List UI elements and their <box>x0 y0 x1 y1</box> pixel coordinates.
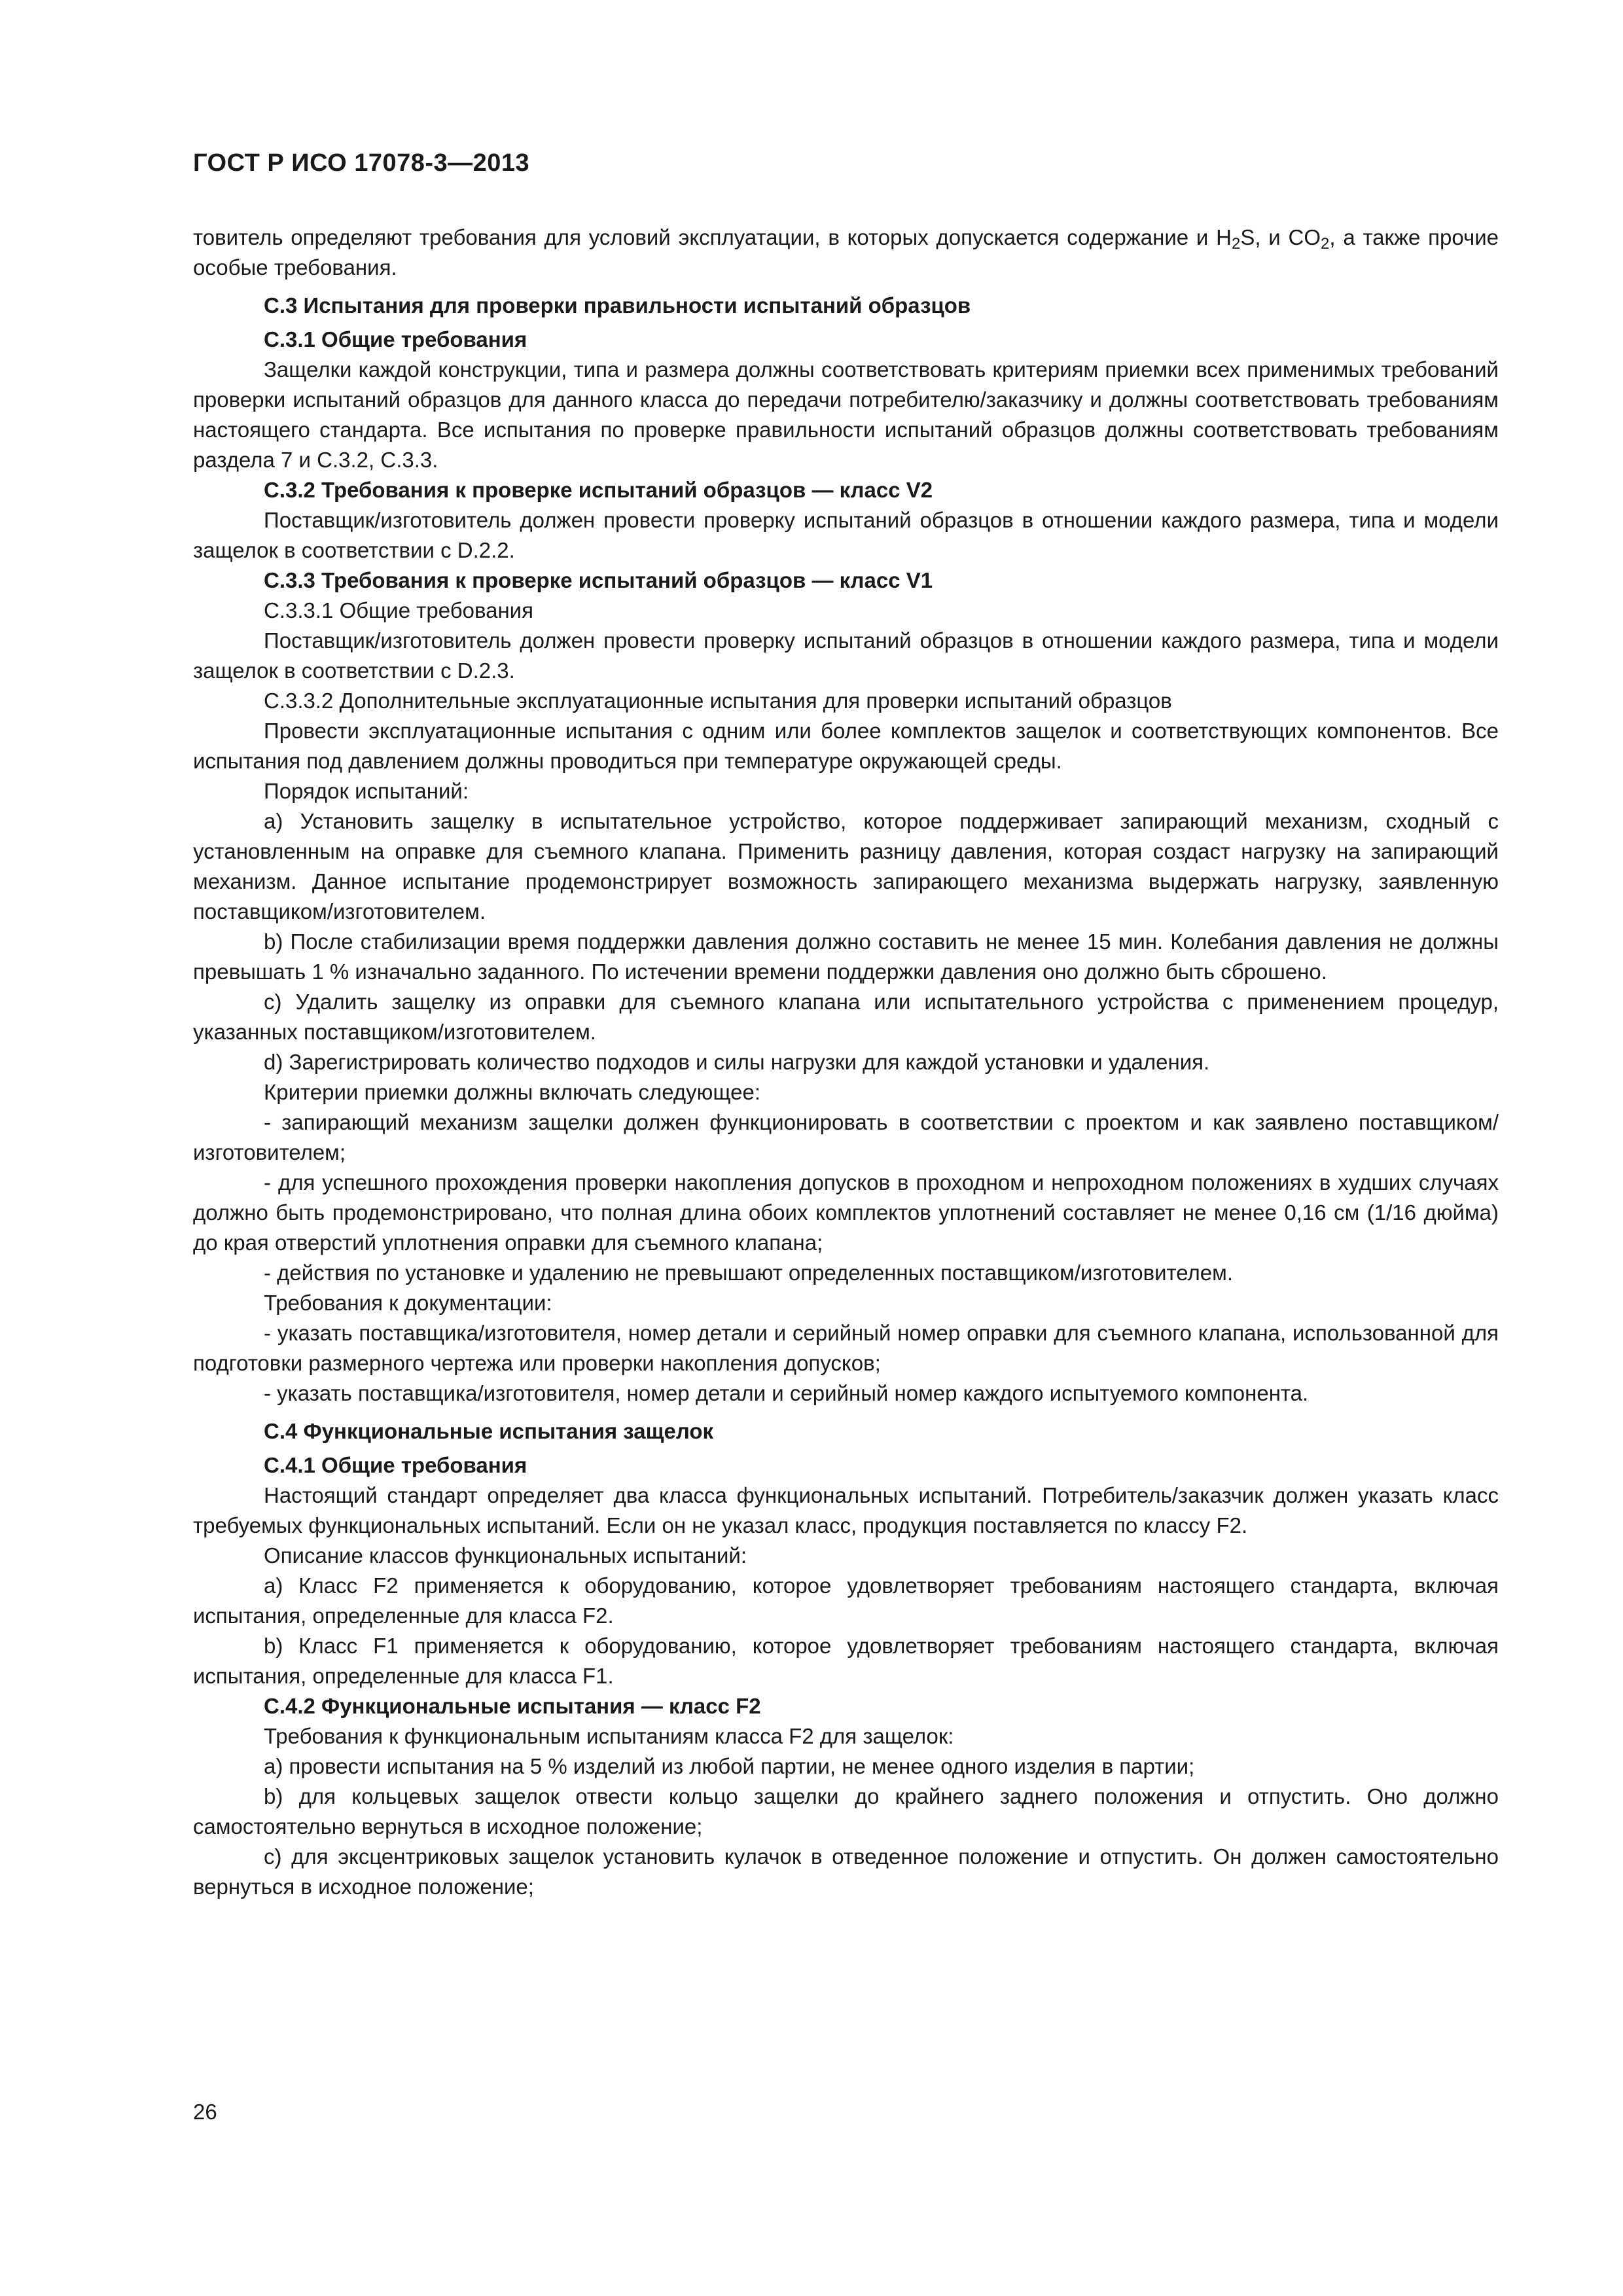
paragraph-c31: Защелки каждой конструкции, типа и размера должны соответствовать критериям приемки всех применимых требований проверки испытаний образцов для данного класса до передачи потребителю/заказчику и должны соответствовать требованиям настоящего стандарта. Все испытания по проверке правильности испытаний образцов должны соответствовать требованиям раздела 7 и С.3.2, С.3.3. <box>193 357 1499 472</box>
documentation-label: Требования к документации: <box>264 1291 552 1315</box>
test-step-a: a) Установить защелку в испытательное устройство, которое поддерживает запирающий механизм, сходный с установленным на оправке для съемного клапана. Применить разницу давления, которая создаст нагрузку на запирающий механизм. Данное испытание продемонстрирует возможность запирающего механизма выдержать нагрузку, заявленную поставщиком/изготовителем. <box>193 809 1499 924</box>
subsection-heading-c42: С.4.2 Функциональные испытания — класс F2 <box>264 1694 761 1718</box>
intro-text-c: , а также прочие особые требования. <box>193 225 1499 279</box>
f2-item-c: c) для эксцентриковых защелок установить кулачок в отведенное положение и отпустить. Он должен самостоятельно вернуться в исходное положение; <box>193 1844 1499 1899</box>
intro-text-b: S, и CO <box>1240 225 1321 249</box>
acceptance-criteria-label: Критерии приемки должны включать следующее: <box>264 1080 761 1104</box>
intro-text-a: товитель определяют требования для условий эксплуатации, в которых допускается содержание и H <box>193 225 1232 249</box>
intro-paragraph <box>193 223 1499 283</box>
subsection-heading-c41: С.4.1 Общие требования <box>264 1453 527 1477</box>
test-step-c: c) Удалить защелку из оправки для съемного клапана или испытательного устройства с применением процедур, указанных поставщиком/изготовителем. <box>193 990 1499 1044</box>
paragraph-c32: Поставщик/изготовитель должен провести проверку испытаний образцов в отношении каждого размера, типа и модели защелок в соответствии с D.2.2. <box>193 508 1499 562</box>
clause-heading-c331: С.3.3.1 Общие требования <box>264 598 533 622</box>
f2-item-a: a) провести испытания на 5 % изделий из любой партии, не менее одного изделия в партии; <box>264 1754 1195 1778</box>
paragraph-c41: Настоящий стандарт определяет два класса функциональных испытаний. Потребитель/заказчик должен указать класс требуемых функциональных испытаний. Если он не указал класс, продукция поставляется по классу F2. <box>193 1483 1499 1537</box>
paragraph-c42-label: Требования к функциональным испытаниям класса F2 для защелок: <box>264 1724 954 1748</box>
classes-label: Описание классов функциональных испытаний: <box>264 1543 747 1568</box>
intro-subscript-b: 2 <box>1321 235 1330 253</box>
document-header: ГОСТ Р ИСО 17078-3—2013 <box>193 149 530 177</box>
test-order-label: Порядок испытаний: <box>264 779 469 803</box>
page-number: 26 <box>193 2100 217 2124</box>
intro-subscript-a: 2 <box>1231 235 1241 253</box>
test-step-d: d) Зарегистрировать количество подходов и силы нагрузки для каждой установки и удаления. <box>264 1050 1210 1074</box>
document-body <box>193 223 1499 1902</box>
acceptance-criterion-3: - действия по установке и удалению не превышают определенных поставщиком/изготовителем. <box>264 1261 1234 1285</box>
documentation-item-2: - указать поставщика/изготовителя, номер детали и серийный номер каждого испытуемого компонента. <box>264 1381 1309 1405</box>
acceptance-criterion-2: - для успешного прохождения проверки накопления допусков в проходном и непроходном положениях в худших случаях должно быть продемонстрировано, что полная длина обоих комплектов уплотнений составляет не менее 0,16 см (1/16 дюйма) до края отверстий уплотнения оправки для съемного клапана; <box>193 1170 1499 1255</box>
section-heading-c3: С.3 Испытания для проверки правильности испытаний образцов <box>264 293 971 317</box>
class-item-b: b) Класс F1 применяется к оборудованию, которое удовлетворяет требованиям настоящего стандарта, включая испытания, определенные для класса F1. <box>193 1634 1499 1688</box>
paragraph-c331: Поставщик/изготовитель должен провести проверку испытаний образцов в отношении каждого размера, типа и модели защелок в соответствии с D.2.3. <box>193 628 1499 683</box>
class-item-a: a) Класс F2 применяется к оборудованию, которое удовлетворяет требованиям настоящего стандарта, включая испытания, определенные для класса F2. <box>193 1573 1499 1628</box>
subsection-heading-c33: С.3.3 Требования к проверке испытаний образцов — класс V1 <box>264 568 933 592</box>
acceptance-criterion-1: - запирающий механизм защелки должен функционировать в соответствии с проектом и как заявлено поставщиком/изготовителем; <box>193 1110 1499 1164</box>
section-heading-c4: С.4 Функциональные испытания защелок <box>264 1419 714 1443</box>
documentation-item-1: - указать поставщика/изготовителя, номер детали и серийный номер оправки для съемного клапана, использованной для подготовки размерного чертежа или проверки накопления допусков; <box>193 1321 1499 1375</box>
test-step-b: b) После стабилизации время поддержки давления должно составить не менее 15 мин. Колебания давления не должны превышать 1 % изначально заданного. По истечении времени поддержки давления оно должно быть сброшено. <box>193 929 1499 984</box>
f2-item-b: b) для кольцевых защелок отвести кольцо защелки до крайнего заднего положения и отпустить. Оно должно самостоятельно вернуться в исходное положение; <box>193 1784 1499 1839</box>
paragraph-c332: Провести эксплуатационные испытания с одним или более комплектов защелок и соответствующих компонентов. Все испытания под давлением должны проводиться при температуре окружающей среды. <box>193 719 1499 773</box>
subsection-heading-c31: С.3.1 Общие требования <box>264 327 527 351</box>
clause-heading-c332: С.3.3.2 Дополнительные эксплуатационные испытания для проверки испытаний образцов <box>264 689 1172 713</box>
subsection-heading-c32: С.3.2 Требования к проверке испытаний образцов — класс V2 <box>264 478 933 502</box>
